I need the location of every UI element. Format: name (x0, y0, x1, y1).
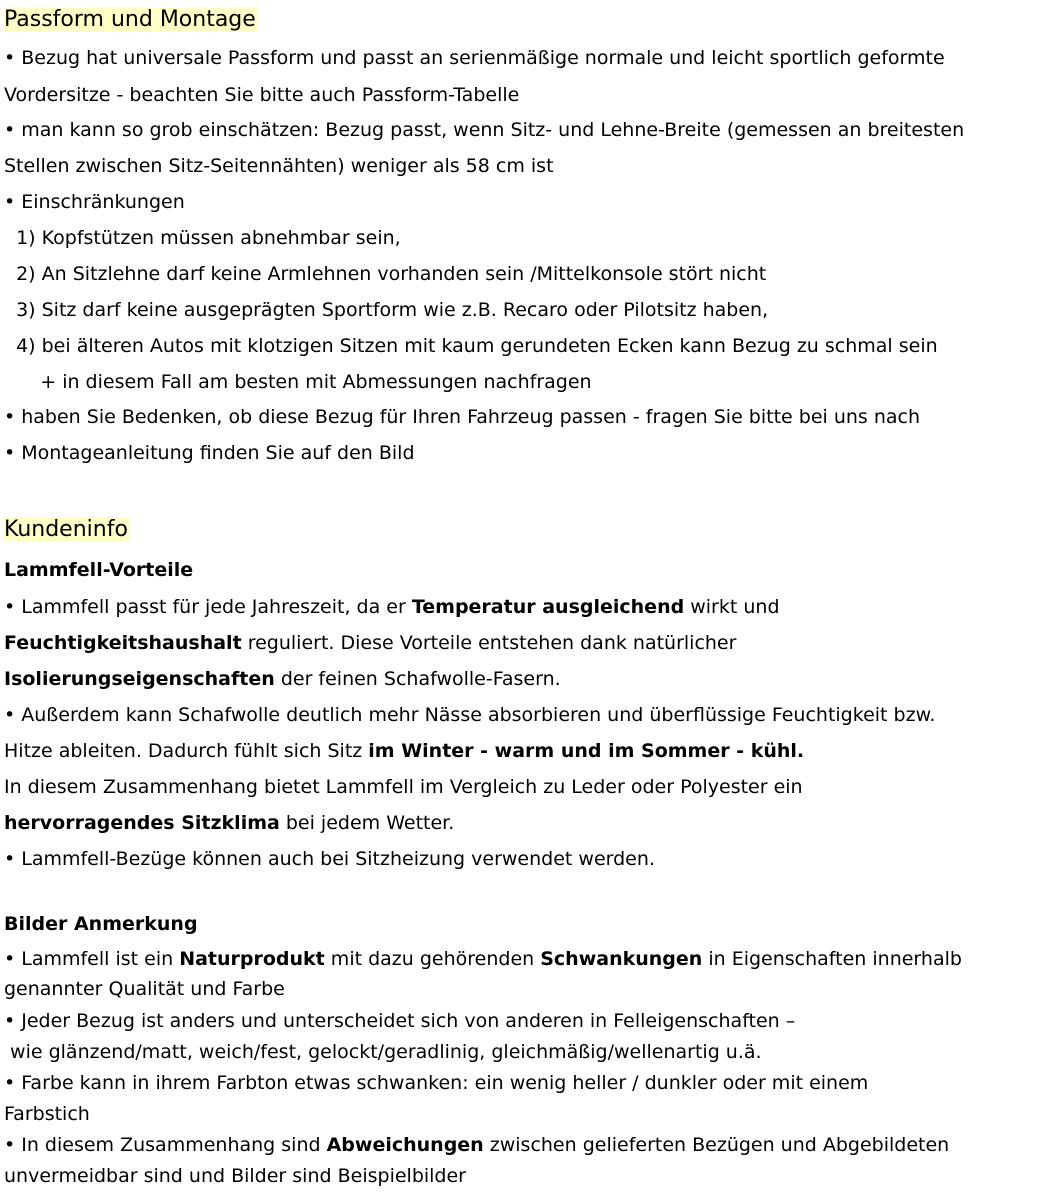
passform-line: Vordersitze - beachten Sie bitte auch Passform-Tabelle (4, 84, 520, 106)
vorteile-line: Isolierungseigenschaften der feinen Schafwolle-Fasern. (4, 668, 561, 690)
subheading-bilder: Bilder Anmerkung (4, 913, 198, 935)
bilder-line: • Lammfell ist ein Naturprodukt mit dazu gehörenden Schwankungen in Eigenschaften innerhalb (4, 948, 962, 970)
bilder-line: • Jeder Bezug ist anders und unterscheidet sich von anderen in Felleigenschaften – (4, 1010, 796, 1032)
vorteile-line: hervorragendes Sitzklima bei jedem Wetter. (4, 812, 455, 834)
bilder-line: genannter Qualität und Farbe (4, 978, 285, 1000)
vorteile-line: Feuchtigkeitshaushalt reguliert. Diese Vorteile entstehen dank natürlicher (4, 632, 737, 654)
restriction-item: 1) Kopfstützen müssen abnehmbar sein, (4, 227, 401, 249)
restriction-item: 3) Sitz darf keine ausgeprägten Sportform wie z.B. Recaro oder Pilotsitz haben, (4, 299, 769, 321)
vorteile-line: • Lammfell passt für jede Jahreszeit, da er Temperatur ausgleichend wirkt und (4, 596, 780, 618)
vorteile-line: • Außerdem kann Schafwolle deutlich mehr Nässe absorbieren und überflüssige Feuchtigkeit bzw. (4, 704, 936, 726)
section-title-kundeninfo: Kundeninfo (4, 517, 128, 542)
passform-line: • haben Sie Bedenken, ob diese Bezug für Ihren Fahrzeug passen - fragen Sie bitte bei uns nach (4, 406, 921, 428)
passform-line: • Bezug hat universale Passform und passt an serienmäßige normale und leicht sportlich geformte (4, 47, 945, 69)
passform-line: • man kann so grob einschätzen: Bezug passt, wenn Sitz- und Lehne-Breite (gemessen an breitesten (4, 119, 965, 141)
vorteile-line: Hitze ableiten. Dadurch fühlt sich Sitz im Winter - warm und im Sommer - kühl. (4, 740, 805, 762)
bilder-line: Farbstich (4, 1103, 90, 1125)
restriction-note: + in diesem Fall am besten mit Abmessungen nachfragen (4, 371, 592, 393)
passform-line: • Einschränkungen (4, 191, 185, 213)
bilder-line: • In diesem Zusammenhang sind Abweichungen zwischen gelieferten Bezügen und Abgebildeten (4, 1134, 950, 1156)
passform-line: • Montageanleitung finden Sie auf den Bild (4, 442, 415, 464)
bilder-line: • Farbe kann in ihrem Farbton etwas schwanken: ein wenig heller / dunkler oder mit einem (4, 1072, 869, 1094)
restriction-item: 4) bei älteren Autos mit klotzigen Sitzen mit kaum gerundeten Ecken kann Bezug zu schmal sein (4, 335, 938, 357)
vorteile-line: In diesem Zusammenhang bietet Lammfell im Vergleich zu Leder oder Polyester ein (4, 776, 803, 798)
section-title-passform: Passform und Montage (4, 7, 256, 32)
passform-line: Stellen zwischen Sitz-Seitennähten) weniger als 58 cm ist (4, 155, 554, 177)
bilder-line: unvermeidbar sind und Bilder sind Beispielbilder (4, 1165, 466, 1187)
subheading-vorteile: Lammfell-Vorteile (4, 559, 194, 581)
restriction-item: 2) An Sitzlehne darf keine Armlehnen vorhanden sein /Mittelkonsole stört nicht (4, 263, 767, 285)
vorteile-line: • Lammfell-Bezüge können auch bei Sitzheizung verwendet werden. (4, 848, 655, 870)
bilder-line: wie glänzend/matt, weich/fest, gelockt/geradlinig, gleichmäßig/wellenartig u.ä. (4, 1041, 762, 1063)
